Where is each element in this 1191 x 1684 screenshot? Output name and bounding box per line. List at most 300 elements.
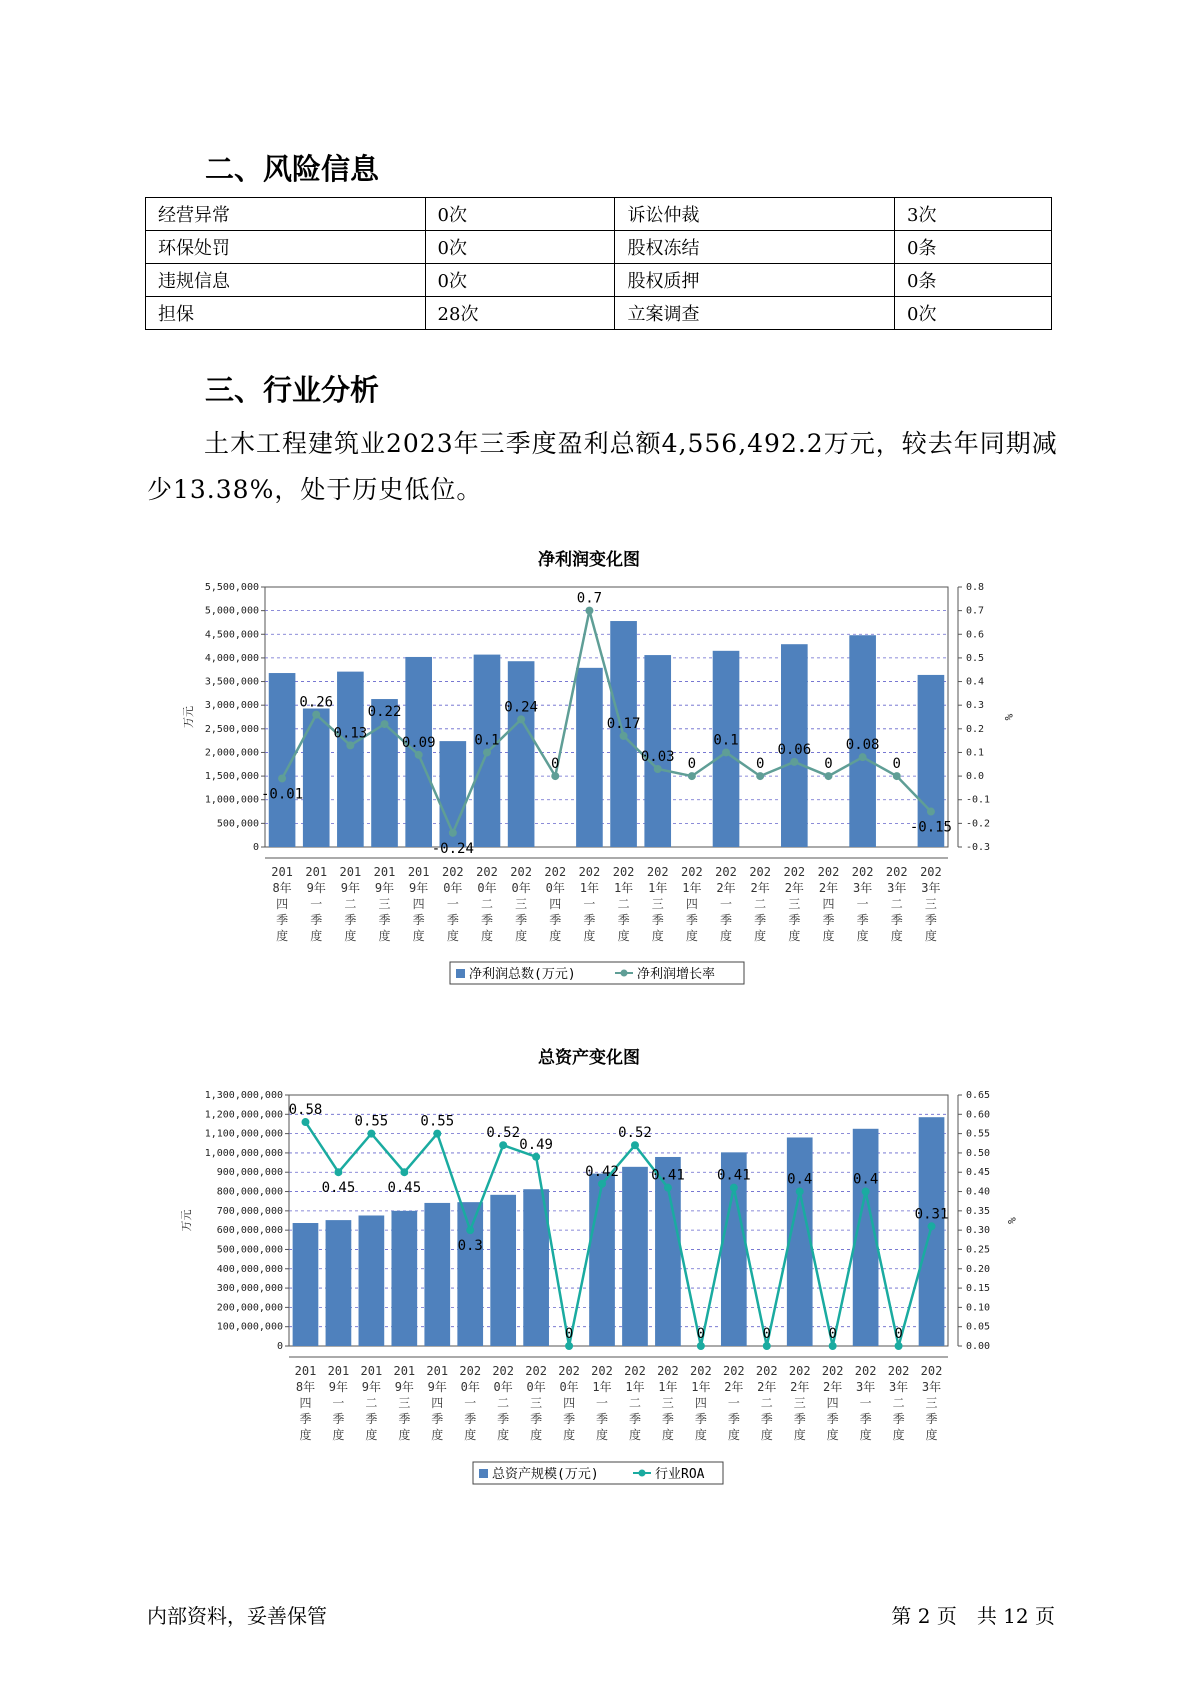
data-label: 0: [755, 756, 765, 773]
risk-row: [146, 264, 1052, 297]
y2-tick-label: 0.40: [966, 1186, 991, 1198]
y-tick-label: 0: [276, 1341, 283, 1352]
data-label: 0.08: [845, 737, 880, 754]
y2-tick-label: -0.1: [966, 794, 991, 806]
x-tick-label: 一: [596, 1396, 609, 1410]
x-tick-label: 2年: [784, 881, 804, 895]
x-tick-label: 季: [332, 1412, 345, 1426]
line-point: [790, 758, 798, 766]
x-tick-label: 201: [339, 865, 362, 879]
x-tick-label: 四: [826, 1396, 839, 1410]
data-label: 0: [824, 756, 833, 773]
x-tick-label: 季: [515, 913, 528, 927]
x-tick-label: 四: [412, 897, 425, 911]
x-tick-label: 度: [530, 1428, 543, 1442]
x-tick-label: 9年: [374, 881, 395, 895]
x-tick-label: 1年: [625, 1380, 645, 1394]
y-tick-label: 5,500,000: [204, 582, 259, 593]
y-tick-label: 1,200,000,000: [204, 1109, 283, 1121]
line-point: [400, 1168, 408, 1176]
x-tick-label: 季: [497, 1412, 510, 1426]
bar: [622, 1167, 648, 1346]
x-tick-label: 201: [407, 865, 430, 879]
x-tick-label: 202: [558, 1364, 580, 1378]
x-tick-label: 二: [480, 897, 493, 911]
x-tick-label: 度: [464, 1428, 477, 1442]
y-tick-label: 300,000,000: [216, 1283, 283, 1295]
line-point: [499, 1141, 507, 1149]
x-tick-label: 四: [276, 897, 289, 911]
x-tick-label: 度: [788, 929, 801, 943]
bar: [490, 1195, 516, 1346]
legend-line-marker: [621, 970, 628, 977]
x-tick-label: 202: [885, 865, 908, 879]
x-tick-label: 度: [480, 929, 493, 943]
y2-axis-title: %: [1002, 713, 1015, 721]
x-tick-label: 202: [715, 865, 737, 879]
x-tick-label: 度: [398, 1428, 411, 1442]
x-tick-label: 二: [617, 897, 630, 911]
x-tick-label: 季: [446, 913, 459, 927]
x-tick-label: 202: [612, 865, 635, 879]
data-label: 0.49: [519, 1136, 553, 1153]
x-tick-label: 度: [826, 1428, 839, 1442]
x-tick-label: 四: [822, 897, 835, 911]
line-point: [796, 1188, 804, 1196]
x-tick-label: 度: [549, 929, 562, 943]
data-label: 0.26: [299, 694, 334, 711]
risk-item-value: 0条: [895, 231, 1052, 264]
line-point: [517, 715, 525, 723]
bar: [508, 661, 535, 847]
x-tick-label: 二: [344, 897, 357, 911]
x-tick-label: 度: [497, 1428, 510, 1442]
x-tick-label: 一: [332, 1396, 345, 1410]
x-tick-label: 季: [398, 1412, 411, 1426]
risk-item-label: 诉讼仲裁: [615, 198, 895, 231]
x-tick-label: 202: [854, 1364, 877, 1378]
data-label: 0: [564, 1326, 574, 1342]
x-tick-label: 四: [685, 897, 698, 911]
data-label: 0.06: [777, 741, 812, 758]
line-point: [697, 1342, 705, 1350]
y-tick-label: 5,000,000: [204, 605, 259, 617]
y-axis-title: 万元: [182, 706, 195, 728]
line-point: [756, 772, 764, 780]
y2-tick-label: 0.1: [966, 747, 985, 759]
x-tick-label: 3年: [921, 1380, 942, 1394]
line-point: [620, 732, 628, 740]
risk-item-value: 0次: [425, 198, 615, 231]
x-tick-label: 季: [480, 913, 493, 927]
x-tick-label: 季: [530, 1412, 543, 1426]
total-assets-chart: [0, 1065, 1191, 1505]
y-tick-label: 1,100,000,000: [204, 1128, 283, 1140]
y2-tick-label: 0.20: [966, 1263, 991, 1275]
x-tick-label: 季: [685, 913, 698, 927]
y-tick-label: 4,000,000: [204, 652, 259, 664]
x-tick-label: 季: [563, 1412, 576, 1426]
line-point: [598, 1180, 606, 1188]
line-point: [278, 774, 286, 782]
y2-tick-label: 0.50: [966, 1147, 991, 1159]
y-tick-label: 800,000,000: [216, 1186, 283, 1198]
data-label: 0.31: [914, 1206, 949, 1223]
x-tick-label: 1年: [658, 1380, 678, 1394]
x-tick-label: 一: [720, 897, 733, 911]
x-tick-label: 三: [793, 1396, 806, 1410]
x-tick-label: 二: [754, 897, 767, 911]
data-label: 0: [828, 1326, 837, 1342]
y2-tick-label: 0.2: [966, 723, 985, 735]
x-tick-label: 3年: [888, 1380, 909, 1394]
line-point: [346, 741, 354, 749]
x-tick-label: 二: [365, 1396, 378, 1410]
x-tick-label: 季: [412, 913, 425, 927]
x-tick-label: 0年: [493, 1380, 513, 1394]
x-tick-label: 8年: [295, 1380, 316, 1394]
y-tick-label: 2,000,000: [204, 747, 259, 759]
risk-item-value: 0次: [425, 264, 615, 297]
x-tick-label: 季: [596, 1412, 609, 1426]
y-tick-label: 200,000,000: [216, 1302, 283, 1314]
risk-item-label: 经营异常: [146, 198, 426, 231]
x-tick-label: 度: [596, 1428, 609, 1442]
y2-tick-label: 0.10: [966, 1302, 991, 1314]
x-tick-label: 三: [925, 1396, 938, 1410]
x-tick-label: 202: [887, 1364, 910, 1378]
bar: [391, 1211, 417, 1346]
line-point: [824, 772, 832, 780]
x-tick-label: 202: [851, 865, 874, 879]
line-point: [301, 1118, 309, 1126]
y-tick-label: 700,000,000: [216, 1205, 283, 1217]
line-point: [415, 751, 423, 759]
x-tick-label: 一: [856, 897, 869, 911]
risk-item-label: 担保: [146, 297, 426, 330]
x-tick-label: 度: [378, 929, 391, 943]
y2-tick-label: 0.45: [966, 1167, 991, 1179]
x-tick-label: 9年: [361, 1380, 381, 1394]
x-tick-label: 三: [661, 1396, 674, 1410]
x-tick-label: 3年: [921, 881, 941, 895]
x-tick-label: 202: [510, 865, 532, 879]
data-label: 0: [762, 1326, 771, 1342]
data-label: 0.17: [606, 715, 641, 732]
legend-bar-swatch: [456, 969, 465, 978]
y2-tick-label: 0.65: [966, 1090, 991, 1101]
x-tick-label: 202: [441, 865, 464, 879]
x-tick-label: 度: [515, 929, 528, 943]
x-tick-label: 四: [563, 1396, 576, 1410]
x-tick-label: 0年: [511, 881, 531, 895]
risk-item-value: 28次: [425, 297, 615, 330]
x-tick-label: 度: [720, 929, 733, 943]
risk-table: [145, 197, 1052, 330]
y2-tick-label: 0.35: [966, 1205, 991, 1217]
x-tick-label: 2年: [790, 1380, 810, 1394]
x-tick-label: 二: [760, 1396, 773, 1410]
risk-item-label: 违规信息: [146, 264, 426, 297]
x-tick-label: 季: [276, 913, 289, 927]
x-tick-label: 202: [817, 865, 840, 879]
x-tick-label: 9年: [394, 1380, 414, 1394]
y-axis-title: 万元: [180, 1209, 193, 1232]
x-tick-label: 一: [446, 897, 459, 911]
x-tick-label: 三: [651, 897, 664, 911]
data-label: 0: [551, 756, 560, 773]
x-tick-label: 季: [378, 913, 391, 927]
x-tick-label: 季: [924, 913, 937, 927]
x-tick-label: 0年: [460, 1380, 480, 1394]
x-tick-label: 二: [497, 1396, 510, 1410]
y-tick-label: 4,500,000: [204, 629, 259, 641]
line-point: [928, 1222, 936, 1230]
x-tick-label: 季: [344, 913, 357, 927]
data-label: 0.13: [333, 725, 368, 742]
y2-tick-label: -0.2: [966, 818, 991, 830]
x-tick-label: 季: [856, 913, 869, 927]
x-tick-label: 一: [583, 897, 596, 911]
x-tick-label: 季: [760, 1412, 773, 1426]
legend-line-marker: [639, 1470, 646, 1477]
x-tick-label: 202: [459, 1364, 482, 1378]
risk-item-label: 股权冻结: [615, 231, 895, 264]
x-tick-label: 三: [378, 897, 391, 911]
line-point: [334, 1168, 342, 1176]
data-label: 0.58: [288, 1102, 323, 1119]
x-tick-label: 度: [412, 929, 425, 943]
x-tick-label: 202: [783, 865, 806, 879]
x-tick-label: 二: [892, 1396, 905, 1410]
x-tick-label: 201: [373, 865, 396, 879]
x-tick-label: 3年: [853, 881, 873, 895]
y2-tick-label: 0.0: [966, 771, 985, 783]
x-tick-label: 2年: [750, 881, 770, 895]
x-tick-label: 一: [727, 1396, 740, 1410]
x-tick-label: 度: [924, 929, 937, 943]
x-tick-label: 201: [426, 1364, 449, 1378]
data-label: 0.55: [420, 1113, 455, 1130]
x-tick-label: 季: [549, 913, 562, 927]
x-tick-label: 季: [365, 1412, 378, 1426]
x-tick-label: 季: [617, 913, 630, 927]
line-point: [829, 1342, 837, 1350]
risk-item-value: 0条: [895, 264, 1052, 297]
x-tick-label: 202: [646, 865, 669, 879]
x-tick-label: 201: [294, 1364, 317, 1378]
data-label: 0: [894, 1326, 903, 1342]
line-point: [367, 1130, 375, 1138]
x-tick-label: 度: [651, 929, 664, 943]
risk-row: [146, 297, 1052, 330]
data-label: 0.41: [651, 1167, 685, 1184]
data-label: 0.45: [321, 1180, 356, 1197]
x-tick-label: 季: [859, 1412, 872, 1426]
bar: [303, 708, 330, 847]
y2-axis-title: %: [1005, 1217, 1018, 1224]
y-tick-label: 900,000,000: [216, 1167, 283, 1179]
x-tick-label: 三: [788, 897, 801, 911]
y-tick-label: 1,300,000,000: [204, 1090, 283, 1101]
line-point: [532, 1153, 540, 1161]
line-point: [312, 711, 320, 719]
x-tick-label: 季: [822, 913, 835, 927]
x-tick-label: 四: [299, 1396, 312, 1410]
x-tick-label: 202: [722, 1364, 745, 1378]
x-tick-label: 9年: [306, 881, 326, 895]
y2-tick-label: 0.3: [966, 700, 985, 712]
data-label: 0.4: [852, 1171, 879, 1188]
x-tick-label: 度: [661, 1428, 674, 1442]
line-point: [862, 1188, 870, 1196]
risk-item-value: 0次: [895, 297, 1052, 330]
x-tick-label: 季: [694, 1412, 707, 1426]
line-point: [859, 753, 867, 761]
data-label: 0.24: [504, 699, 538, 716]
y-tick-label: 3,000,000: [204, 700, 259, 712]
bar: [337, 672, 364, 847]
y-tick-label: 400,000,000: [216, 1263, 283, 1275]
x-tick-label: 季: [464, 1412, 477, 1426]
x-tick-label: 202: [749, 865, 772, 879]
y-tick-label: 3,500,000: [204, 676, 259, 688]
data-label: 0.45: [387, 1180, 422, 1197]
legend-line-label: 行业ROA: [655, 1467, 705, 1482]
x-tick-label: 3年: [856, 1380, 876, 1394]
x-tick-label: 三: [515, 897, 528, 911]
legend-bar-label: 净利润总数(万元): [469, 967, 576, 982]
x-tick-label: 201: [393, 1364, 416, 1378]
x-tick-label: 度: [760, 1428, 773, 1442]
x-tick-label: 1年: [592, 1380, 612, 1394]
x-tick-label: 2年: [724, 1380, 744, 1394]
line-point: [565, 1342, 573, 1350]
y-tick-label: 1,000,000: [204, 794, 259, 806]
x-tick-label: 一: [310, 897, 323, 911]
x-tick-label: 度: [628, 1428, 641, 1442]
bar: [787, 1137, 813, 1346]
data-label: 0.22: [367, 704, 402, 721]
bar: [589, 1174, 615, 1346]
line-point: [466, 1226, 474, 1234]
x-tick-label: 季: [431, 1412, 444, 1426]
x-tick-label: 0年: [545, 881, 565, 895]
data-label: 0.03: [640, 749, 675, 765]
x-tick-label: 202: [920, 1364, 943, 1378]
data-label: 0.4: [787, 1171, 813, 1188]
risk-item-label: 环保处罚: [146, 231, 426, 264]
legend-bar-swatch: [479, 1469, 488, 1478]
line-point: [631, 1141, 639, 1149]
x-tick-label: 201: [271, 865, 293, 879]
risk-item-label: 立案调查: [615, 297, 895, 330]
x-tick-label: 季: [892, 1412, 905, 1426]
data-label: 0.52: [486, 1125, 521, 1142]
x-tick-label: 2年: [716, 881, 736, 895]
x-tick-label: 1年: [579, 881, 600, 895]
x-tick-label: 201: [327, 1364, 350, 1378]
y2-tick-label: 0.15: [966, 1283, 991, 1295]
y-tick-label: 1,000,000,000: [204, 1147, 283, 1159]
x-tick-label: 四: [431, 1396, 444, 1410]
x-tick-label: 度: [925, 1428, 938, 1442]
x-tick-label: 度: [446, 929, 459, 943]
line-point: [688, 772, 696, 780]
x-tick-label: 202: [525, 1364, 547, 1378]
legend-bar-label: 总资产规模(万元): [492, 1467, 599, 1482]
x-tick-label: 度: [754, 929, 767, 943]
bar: [326, 1220, 352, 1346]
line-point: [381, 720, 389, 728]
x-tick-label: 季: [890, 913, 903, 927]
x-tick-label: 季: [788, 913, 801, 927]
x-tick-label: 度: [727, 1428, 740, 1442]
x-tick-label: 1年: [613, 881, 634, 895]
y-tick-label: 500,000,000: [216, 1244, 283, 1256]
x-tick-label: 季: [661, 1412, 674, 1426]
x-tick-label: 季: [651, 913, 664, 927]
x-tick-label: 度: [299, 1428, 312, 1442]
x-tick-label: 2年: [823, 1380, 843, 1394]
x-tick-label: 度: [856, 929, 869, 943]
x-tick-label: 201: [360, 1364, 383, 1378]
x-tick-label: 度: [276, 929, 289, 943]
y2-tick-label: 0.60: [966, 1109, 991, 1121]
x-tick-label: 三: [924, 897, 937, 911]
x-tick-label: 二: [628, 1396, 641, 1410]
x-tick-label: 一: [464, 1396, 477, 1410]
x-tick-label: 度: [344, 929, 357, 943]
y-tick-label: 100,000,000: [216, 1321, 283, 1333]
line-point: [551, 772, 559, 780]
x-tick-label: 202: [624, 1364, 646, 1378]
risk-item-value: 0次: [425, 231, 615, 264]
data-label: 0: [892, 756, 901, 773]
x-tick-label: 一: [859, 1396, 872, 1410]
x-tick-label: 度: [583, 929, 596, 943]
y-tick-label: 600,000,000: [216, 1225, 283, 1237]
data-label: 0.55: [354, 1113, 389, 1130]
data-label: 0: [687, 756, 697, 773]
risk-row: [146, 198, 1052, 231]
line-point: [664, 1184, 672, 1192]
industry-paragraph: 土木工程建筑业2023年三季度盈利总额4,556,492.2万元，较去年同期减少13.38%，处于历史低位。: [147, 429, 1058, 504]
x-tick-label: 季: [754, 913, 767, 927]
footer-page-number: 第 2 页 共 12 页: [891, 1604, 1055, 1628]
line-point: [893, 772, 901, 780]
x-tick-label: 度: [694, 1428, 707, 1442]
line-point: [449, 829, 457, 837]
footer-confidential: 内部资料，妥善保管: [147, 1604, 327, 1628]
y2-tick-label: 0.8: [966, 582, 985, 593]
bar: [457, 1202, 483, 1346]
bar: [576, 668, 603, 847]
x-tick-label: 度: [563, 1428, 576, 1442]
y2-tick-label: 0.00: [966, 1341, 991, 1352]
bar: [293, 1223, 319, 1346]
x-tick-label: 202: [492, 1364, 515, 1378]
x-tick-label: 202: [690, 1364, 712, 1378]
net-profit-chart: [0, 565, 1191, 1005]
x-tick-label: 季: [299, 1412, 312, 1426]
y2-tick-label: -0.3: [966, 842, 991, 853]
legend-line-label: 净利润增长率: [637, 967, 716, 982]
data-label: 0.7: [576, 590, 603, 607]
y-tick-label: 0: [252, 842, 259, 853]
data-label: 0.1: [474, 732, 500, 749]
x-tick-label: 季: [826, 1412, 839, 1426]
